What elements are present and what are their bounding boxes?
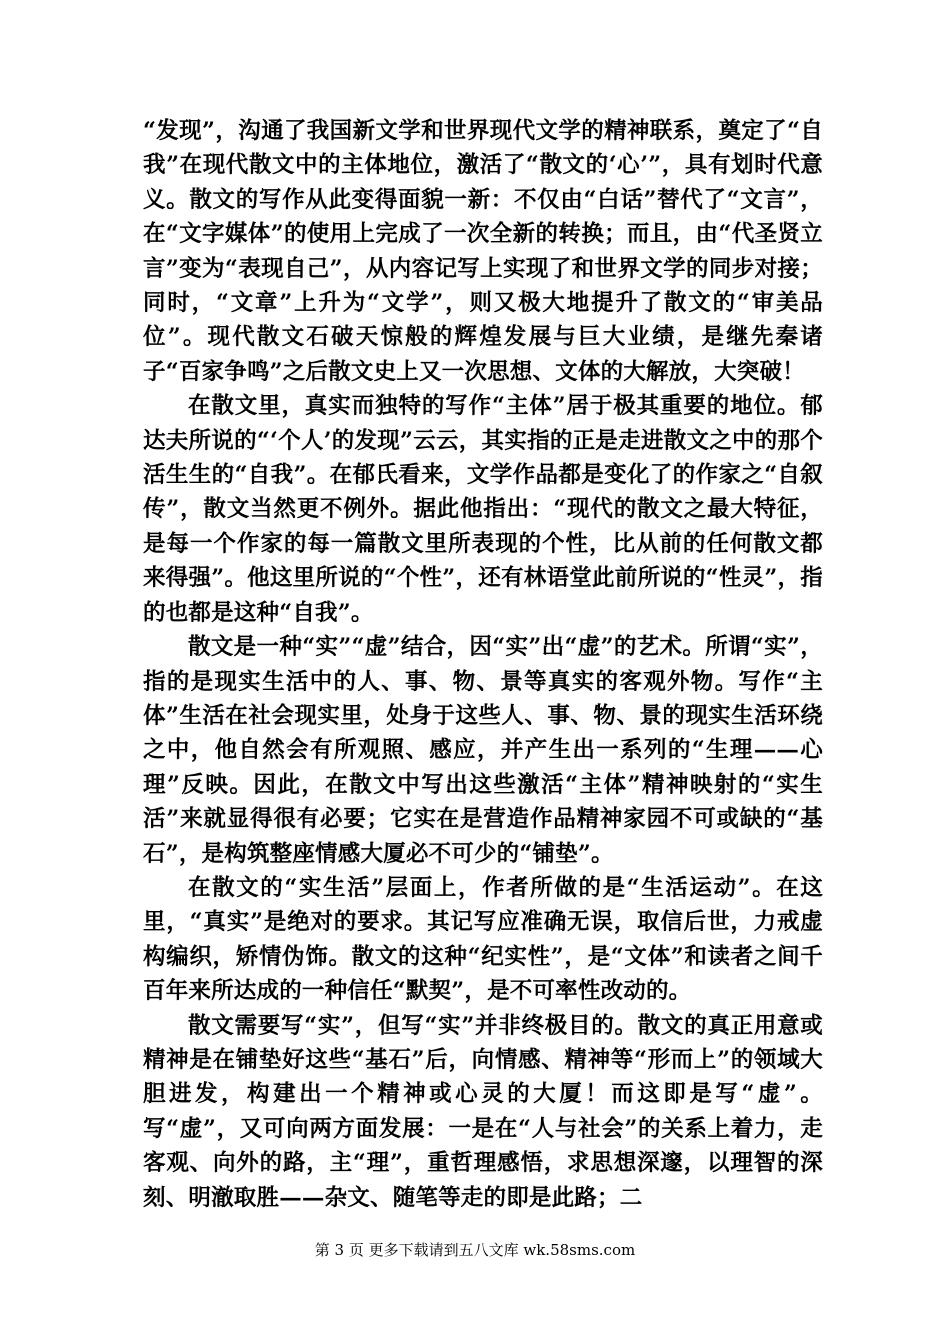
paragraph-5: 散文需要写“实”，但写“实”并非终极目的。散文的真正用意或精神是在铺垫好这些“基石”后，向情感、精神等“形而上”的领域大胆进发，构建出一个精神或心灵的大厦！而这即是写“虚”。写“虚”，又可向两方面发展：一是在“人与社会”的关系上着力，走客观、向外的路，主“理”，重哲理感悟，求思想深邃，以理智的深刻、明澈取胜——杂文、随笔等走的即是此路；二 <box>143 1012 823 1211</box>
paragraph-4: 在散文的“实生活”层面上，作者所做的是“生活运动”。在这里，“真实”是绝对的要求。其记写应准确无误，取信后世，力戒虚构编织，矫情伪饰。散文的这种“纪实性”，是“文体”和读者之间千百年来所达成的一种信任“默契”，是不可率性改动的。 <box>143 874 823 1005</box>
paragraph-3: 散文是一种“实”“虚”结合，因“实”出“虚”的艺术。所谓“实”，指的是现实生活中的人、事、物、景等真实的客观外物。写作“主体”生活在社会现实里，处身于这些人、事、物、景的现实生活环绕之中，他自然会有所观照、感应，并产生出一系列的“生理——心理”反映。因此，在散文中写出这些激活“主体”精神映射的“实生活”来就显得很有必要；它实在是营造作品精神家园不可或缺的“基石”，是构筑整座情感大厦必不可少的“铺垫”。 <box>143 634 823 867</box>
page-footer: 第 3 页 更多下载请到五八文库 wk.58sms.com <box>314 1241 636 1259</box>
document-body <box>143 114 823 1215</box>
paragraph-1: “发现”，沟通了我国新文学和世界现代文学的精神联系，奠定了“自我”在现代散文中的主体地位，激活了“散文的‘心’”，具有划时代意义。散文的写作从此变得面貌一新：不仅由“白话”替代了“文言”，在“文字媒体”的使用上完成了一次全新的转换；而且，由“代圣贤立言”变为“表现自己”，从内容记写上实现了和世界文学的同步对接；同时，“文章”上升为“文学”，则又极大地提升了散文的“审美品位”。现代散文石破天惊般的辉煌发展与巨大业绩，是继先秦诸子“百家争鸣”之后散文史上又一次思想、文体的大解放，大突破！ <box>143 118 823 385</box>
paragraph-2: 在散文里，真实而独特的写作“主体”居于极其重要的地位。郁达夫所说的“‘个人’的发现”云云，其实指的正是走进散文之中的那个活生生的“自我”。在郁氏看来，文学作品都是变化了的作家之“自叙传”，散文当然更不例外。据此他指出：“现代的散文之最大特征，是每一个作家的每一篇散文里所表现的个性，比从前的任何散文都来得强”。他这里所说的“个性”，还有林语堂此前所说的“性灵”，指的也都是这种“自我”。 <box>143 393 823 626</box>
